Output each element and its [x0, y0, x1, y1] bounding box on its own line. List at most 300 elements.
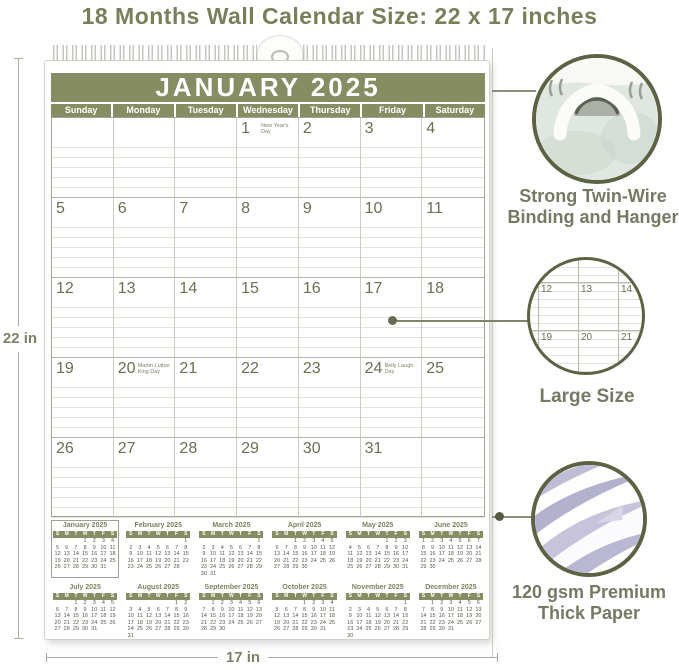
- mini-day: 16: [438, 613, 445, 619]
- mini-day: 6: [385, 606, 389, 613]
- mini-day: 20: [155, 619, 162, 626]
- mini-day: 19: [155, 557, 162, 564]
- mini-day: 20: [164, 557, 171, 564]
- mini-day: 3: [211, 544, 215, 551]
- mini-calendar-grid: [199, 600, 263, 633]
- mini-day: 6: [56, 606, 60, 613]
- day-cell: [422, 198, 484, 278]
- mini-day: 27: [164, 564, 171, 570]
- mini-day: 5: [229, 544, 233, 551]
- mini-day: 26: [466, 619, 473, 626]
- weekday-letter: M: [64, 593, 69, 599]
- weekday-letter: S: [55, 593, 60, 599]
- mini-day: 7: [476, 538, 480, 544]
- mini-day: 10: [402, 544, 409, 551]
- mini-day: 6: [284, 606, 288, 613]
- weekday-letter: T: [220, 593, 224, 599]
- mini-day: 30: [301, 564, 308, 570]
- weekday-letter: W: [155, 531, 161, 537]
- ruled-lines: [299, 218, 360, 277]
- mini-calendar-weekdays: [126, 531, 190, 538]
- mini-day: 14: [475, 544, 482, 551]
- weekday-letter: T: [92, 593, 96, 599]
- day-cell: [114, 278, 176, 358]
- mini-day: 29: [173, 626, 180, 632]
- mini-day: 4: [101, 600, 105, 606]
- ruled-lines: [114, 138, 175, 197]
- mini-day: 31: [91, 626, 98, 632]
- mini-day: 12: [54, 551, 61, 557]
- mini-day: 26: [155, 564, 162, 570]
- mini-day: 12: [109, 606, 116, 613]
- mini-day: 24: [438, 557, 445, 564]
- mini-day: 20: [274, 557, 281, 564]
- mini-day: 5: [330, 538, 334, 544]
- mini-calendar: [344, 582, 412, 640]
- date-number: 19: [56, 360, 74, 377]
- mini-day: 17: [356, 619, 363, 626]
- dimension-cap: [497, 653, 498, 662]
- mini-day: 19: [146, 619, 153, 626]
- mini-day: 1: [421, 538, 425, 544]
- mini-day: 10: [310, 544, 317, 551]
- mini-day: 5: [376, 606, 380, 613]
- mini-day: 26: [457, 557, 464, 564]
- mini-day: 20: [365, 557, 372, 564]
- mini-day: 19: [374, 619, 381, 626]
- mini-day: 13: [237, 551, 244, 557]
- mini-day: 10: [136, 551, 143, 557]
- mini-calendar-weekdays: [126, 593, 190, 600]
- weekday-letter: M: [284, 593, 289, 599]
- mini-day: 21: [164, 619, 171, 626]
- mini-day: 20: [54, 619, 61, 626]
- mini-day: 18: [329, 613, 336, 619]
- mini-day: 13: [475, 606, 482, 613]
- mini-day: 30: [438, 626, 445, 632]
- mini-day: 1: [184, 538, 188, 544]
- date-number: 27: [117, 440, 136, 457]
- mini-day: 4: [348, 544, 352, 551]
- weekday-letter: F: [175, 531, 179, 537]
- mini-day: 17: [127, 619, 134, 626]
- day-cell: [361, 358, 423, 438]
- weekday-row: [51, 104, 485, 117]
- mini-day: 3: [321, 600, 325, 606]
- mini-day: 16: [82, 613, 89, 619]
- mini-day: 2: [431, 538, 435, 544]
- weekday-letter: S: [348, 531, 352, 537]
- mini-day: 7: [65, 606, 69, 613]
- mini-day: 31: [100, 564, 107, 570]
- weekday-letter: F: [101, 593, 105, 599]
- mini-day: 8: [385, 544, 389, 551]
- zoom-grid-line: [530, 282, 642, 283]
- weekday-letter: S: [257, 593, 261, 599]
- mini-day: 14: [283, 551, 290, 557]
- mini-day: 1: [293, 538, 297, 544]
- mini-day: 9: [312, 606, 316, 613]
- weekday-letter: S: [184, 531, 188, 537]
- mini-day: 30: [219, 626, 226, 632]
- mini-day: 25: [347, 564, 354, 570]
- mini-day: 23: [429, 557, 436, 564]
- mini-calendar-grid: [126, 538, 190, 571]
- mini-day: 5: [458, 538, 462, 544]
- mini-calendar: [344, 520, 412, 578]
- weekday-letter: T: [440, 531, 444, 537]
- date-number: 3: [364, 120, 374, 137]
- mini-day: 21: [393, 619, 400, 626]
- mini-day: 2: [92, 538, 96, 544]
- day-cell: [422, 278, 484, 358]
- mini-day: 9: [129, 551, 133, 557]
- mini-calendar-weekdays: [419, 531, 483, 538]
- weekday-letter: S: [348, 593, 352, 599]
- mini-day: 18: [100, 613, 107, 619]
- date-number: 4: [426, 120, 436, 137]
- mini-day: 18: [447, 551, 454, 557]
- mini-day: 28: [292, 626, 299, 632]
- mini-day: 19: [457, 551, 464, 557]
- mini-day: 30: [200, 570, 207, 577]
- mini-calendars: [51, 520, 485, 640]
- mini-day: 10: [438, 544, 445, 551]
- mini-day: 23: [127, 564, 134, 570]
- ruled-lines: [175, 138, 236, 197]
- mini-day: 9: [431, 544, 435, 551]
- date-number: 20: [117, 360, 136, 377]
- mini-day: 21: [420, 619, 427, 626]
- weekday-letter: W: [375, 593, 381, 599]
- thick-paper-photo: [531, 461, 647, 577]
- mini-day: 2: [184, 600, 188, 606]
- mini-day: 7: [284, 544, 288, 551]
- mini-day: 14: [246, 551, 253, 557]
- day-cell: [422, 118, 484, 198]
- weekday-letter: M: [137, 531, 142, 537]
- callout-label-binding: Strong Twin-Wire Binding and Hanger: [507, 186, 679, 227]
- mini-day: 17: [228, 613, 235, 619]
- mini-day: 15: [301, 613, 308, 619]
- mini-day: 20: [383, 619, 390, 626]
- mini-day: 23: [393, 557, 400, 564]
- mini-day: 17: [136, 557, 143, 564]
- mini-day: 19: [329, 551, 336, 557]
- calendar-page: [44, 60, 490, 640]
- mini-calendar-title: June 2025: [433, 522, 468, 529]
- mini-day: 30: [310, 626, 317, 632]
- date-number: 6: [117, 200, 127, 217]
- mini-day: 8: [431, 606, 435, 613]
- mini-day: 15: [383, 551, 390, 557]
- weekday-letter: W: [448, 593, 454, 599]
- weekday-header: Wednesday: [238, 104, 298, 117]
- mini-day: 18: [319, 551, 326, 557]
- mini-day: 27: [383, 626, 390, 632]
- weekday-letter: M: [357, 593, 362, 599]
- mini-day: 28: [393, 626, 400, 632]
- date-number: 18: [426, 280, 445, 297]
- mini-day: 17: [438, 551, 445, 557]
- mini-day: 3: [449, 600, 453, 606]
- mini-day: 3: [129, 606, 133, 613]
- mini-day: 14: [173, 551, 180, 557]
- mini-calendar-weekdays: [199, 593, 263, 600]
- day-cell: [237, 198, 299, 278]
- mini-day: 24: [100, 557, 107, 564]
- mini-day: 12: [374, 613, 381, 619]
- mini-day: 10: [319, 606, 326, 613]
- mini-day: 4: [111, 538, 115, 544]
- ruled-lines: [52, 298, 113, 357]
- mini-calendar-title: September 2025: [204, 584, 259, 591]
- mini-calendar-grid: [272, 538, 336, 571]
- mini-day: 27: [365, 564, 372, 570]
- mini-day: 4: [239, 600, 243, 606]
- mini-day: 16: [182, 613, 189, 619]
- mini-day: 6: [367, 544, 371, 551]
- mini-calendar: [124, 582, 192, 640]
- mini-day: 10: [210, 551, 217, 557]
- date-number: 24: [364, 360, 383, 377]
- mini-day: 29: [255, 564, 262, 570]
- mini-day: 27: [237, 564, 244, 570]
- mini-day: 9: [202, 551, 206, 557]
- ruled-lines: [114, 298, 175, 357]
- zoom-date-number: 19: [541, 332, 553, 343]
- mini-day: 18: [219, 557, 226, 564]
- weekday-letter: W: [82, 531, 88, 537]
- weekday-letter: T: [458, 593, 462, 599]
- zoom-date-number: 21: [621, 332, 633, 343]
- mini-day: 29: [383, 564, 390, 570]
- mini-calendar-grid: [53, 600, 117, 633]
- product-title: 18 Months Wall Calendar Size: 22 x 17 inches: [81, 3, 598, 29]
- date-number: 25: [426, 360, 445, 377]
- mini-day: 31: [402, 564, 409, 570]
- mini-calendar-title: November 2025: [351, 584, 404, 591]
- day-cell: [299, 118, 361, 198]
- holiday-label: New Year's Day: [261, 123, 289, 135]
- weekday-letter: S: [403, 593, 407, 599]
- mini-day: 20: [237, 557, 244, 564]
- mini-day: 8: [403, 606, 407, 613]
- mini-day: 8: [293, 544, 297, 551]
- zoom-grid-line: [538, 260, 539, 372]
- mini-day: 17: [402, 551, 409, 557]
- date-number: 9: [302, 200, 312, 217]
- mini-day: 14: [292, 613, 299, 619]
- mini-day: 13: [365, 551, 372, 557]
- mini-day: 6: [257, 600, 261, 606]
- mini-day: 30: [429, 564, 436, 570]
- mini-day: 28: [72, 564, 79, 570]
- weekday-letter: F: [394, 593, 398, 599]
- weekday-letter: S: [330, 531, 334, 537]
- mini-day: 2: [202, 544, 206, 551]
- mini-day: 29: [429, 626, 436, 632]
- mini-day: 28: [374, 564, 381, 570]
- mini-day: 19: [246, 613, 253, 619]
- mini-day: 13: [383, 613, 390, 619]
- weekday-letter: S: [184, 593, 188, 599]
- ruled-lines: [237, 218, 298, 277]
- mini-day: 21: [475, 551, 482, 557]
- mini-day: 22: [255, 557, 262, 564]
- mini-day: 20: [255, 613, 262, 619]
- mini-day: 27: [155, 626, 162, 632]
- day-cell: [52, 438, 114, 518]
- ruled-lines: [237, 138, 298, 197]
- mini-day: 1: [431, 600, 435, 606]
- paper-stack-illustration: [535, 465, 643, 573]
- mini-day: 9: [348, 613, 352, 619]
- mini-day: 22: [420, 557, 427, 564]
- mini-day: 5: [248, 600, 252, 606]
- mini-day: 4: [458, 600, 462, 606]
- mini-day: 28: [420, 626, 427, 632]
- weekday-letter: T: [440, 593, 444, 599]
- mini-day: 26: [146, 626, 153, 632]
- weekday-letter: S: [330, 593, 334, 599]
- day-cell: [299, 358, 361, 438]
- ruled-lines: [299, 378, 360, 437]
- mini-day: 23: [301, 557, 308, 564]
- day-cell: [299, 438, 361, 518]
- mini-day: 22: [402, 619, 409, 626]
- mini-calendar-grid: [53, 538, 117, 571]
- mini-day: 19: [228, 557, 235, 564]
- mini-day: 12: [466, 606, 473, 613]
- mini-day: 26: [374, 626, 381, 632]
- mini-day: 1: [175, 600, 179, 606]
- mini-day: 15: [173, 613, 180, 619]
- mini-day: 7: [74, 544, 78, 551]
- date-number: 29: [241, 440, 259, 457]
- weekday-letter: F: [467, 531, 471, 537]
- mini-day: 7: [175, 544, 179, 551]
- mini-day: 26: [329, 557, 336, 564]
- day-cell: [237, 358, 299, 438]
- dimension-cap: [46, 653, 47, 662]
- mini-day: 18: [365, 619, 372, 626]
- mini-day: 17: [310, 551, 317, 557]
- mini-day: 2: [220, 600, 224, 606]
- mini-day: 24: [447, 619, 454, 626]
- mini-day: 4: [367, 606, 371, 613]
- mini-day: 1: [385, 538, 389, 544]
- mini-calendar: [417, 582, 485, 640]
- mini-day: 19: [54, 557, 61, 564]
- day-cell: [175, 198, 237, 278]
- mini-day: 12: [228, 551, 235, 557]
- ruled-lines: [114, 378, 175, 437]
- weekday-letter: S: [421, 531, 426, 537]
- weekday-letter: S: [421, 593, 426, 599]
- mini-day: 29: [402, 626, 409, 632]
- mini-calendar-grid: [346, 600, 410, 639]
- mini-day: 22: [429, 619, 436, 626]
- mini-calendar-weekdays: [346, 531, 410, 538]
- date-number: 8: [241, 200, 251, 217]
- mini-day: 24: [356, 626, 363, 632]
- mini-calendar: [51, 520, 119, 578]
- mini-calendar-weekdays: [346, 593, 410, 600]
- weekday-letter: S: [129, 593, 133, 599]
- date-number: 23: [302, 360, 321, 377]
- mini-day: 10: [91, 606, 98, 613]
- mini-day: 28: [63, 626, 70, 632]
- mini-day: 24: [310, 557, 317, 564]
- mini-day: 23: [219, 619, 226, 626]
- weekday-letter: F: [248, 593, 252, 599]
- mini-day: 29: [420, 564, 427, 570]
- mini-day: 23: [182, 619, 189, 626]
- weekday-letter: M: [430, 531, 435, 537]
- mini-day: 25: [100, 619, 107, 626]
- ruled-lines: [361, 298, 422, 357]
- mini-day: 15: [429, 613, 436, 619]
- mini-day: 2: [83, 600, 87, 606]
- mini-day: 7: [394, 606, 398, 613]
- weekday-letter: S: [476, 531, 481, 537]
- date-number: 28: [179, 440, 198, 457]
- mini-day: 14: [200, 613, 207, 619]
- ruled-lines: [422, 138, 484, 197]
- date-number: 14: [179, 280, 198, 297]
- width-dimension-label: 17 in: [225, 649, 261, 666]
- mini-day: 11: [109, 544, 116, 551]
- mini-day: 14: [72, 551, 79, 557]
- mini-day: 11: [100, 606, 107, 613]
- mini-calendar-grid: [272, 600, 336, 633]
- weekday-header: Saturday: [425, 104, 485, 117]
- mini-day: 17: [100, 551, 107, 557]
- connector-line-binding: [492, 90, 536, 92]
- day-cell: [52, 358, 114, 438]
- weekday-letter: M: [64, 531, 69, 537]
- day-cell: [299, 198, 361, 278]
- mini-calendar-weekdays: [419, 593, 483, 600]
- mini-day: 22: [72, 619, 79, 626]
- leader-line: [492, 48, 493, 658]
- mini-day: 18: [237, 613, 244, 619]
- weekday-letter: F: [248, 531, 252, 537]
- mini-day: 5: [147, 606, 151, 613]
- mini-day: 18: [457, 613, 464, 619]
- twin-wire-binding-illustration: [536, 58, 658, 180]
- mini-day: 3: [357, 606, 361, 613]
- mini-day: 24: [210, 564, 217, 570]
- width-dimension-line: [46, 657, 218, 658]
- day-cell: [175, 278, 237, 358]
- mini-day: 13: [283, 613, 290, 619]
- mini-day: 16: [310, 613, 317, 619]
- zoom-date-number: 13: [581, 284, 593, 295]
- mini-day: 15: [182, 551, 189, 557]
- mini-day: 29: [72, 626, 79, 632]
- mini-day: 8: [184, 544, 188, 551]
- mini-day: 16: [127, 557, 134, 564]
- mini-day: 13: [466, 544, 473, 551]
- mini-day: 10: [228, 606, 235, 613]
- mini-day: 3: [101, 538, 105, 544]
- mini-calendar-grid: [199, 538, 263, 577]
- mini-day: 15: [72, 613, 79, 619]
- mini-day: 6: [467, 538, 471, 544]
- day-cell: [175, 358, 237, 438]
